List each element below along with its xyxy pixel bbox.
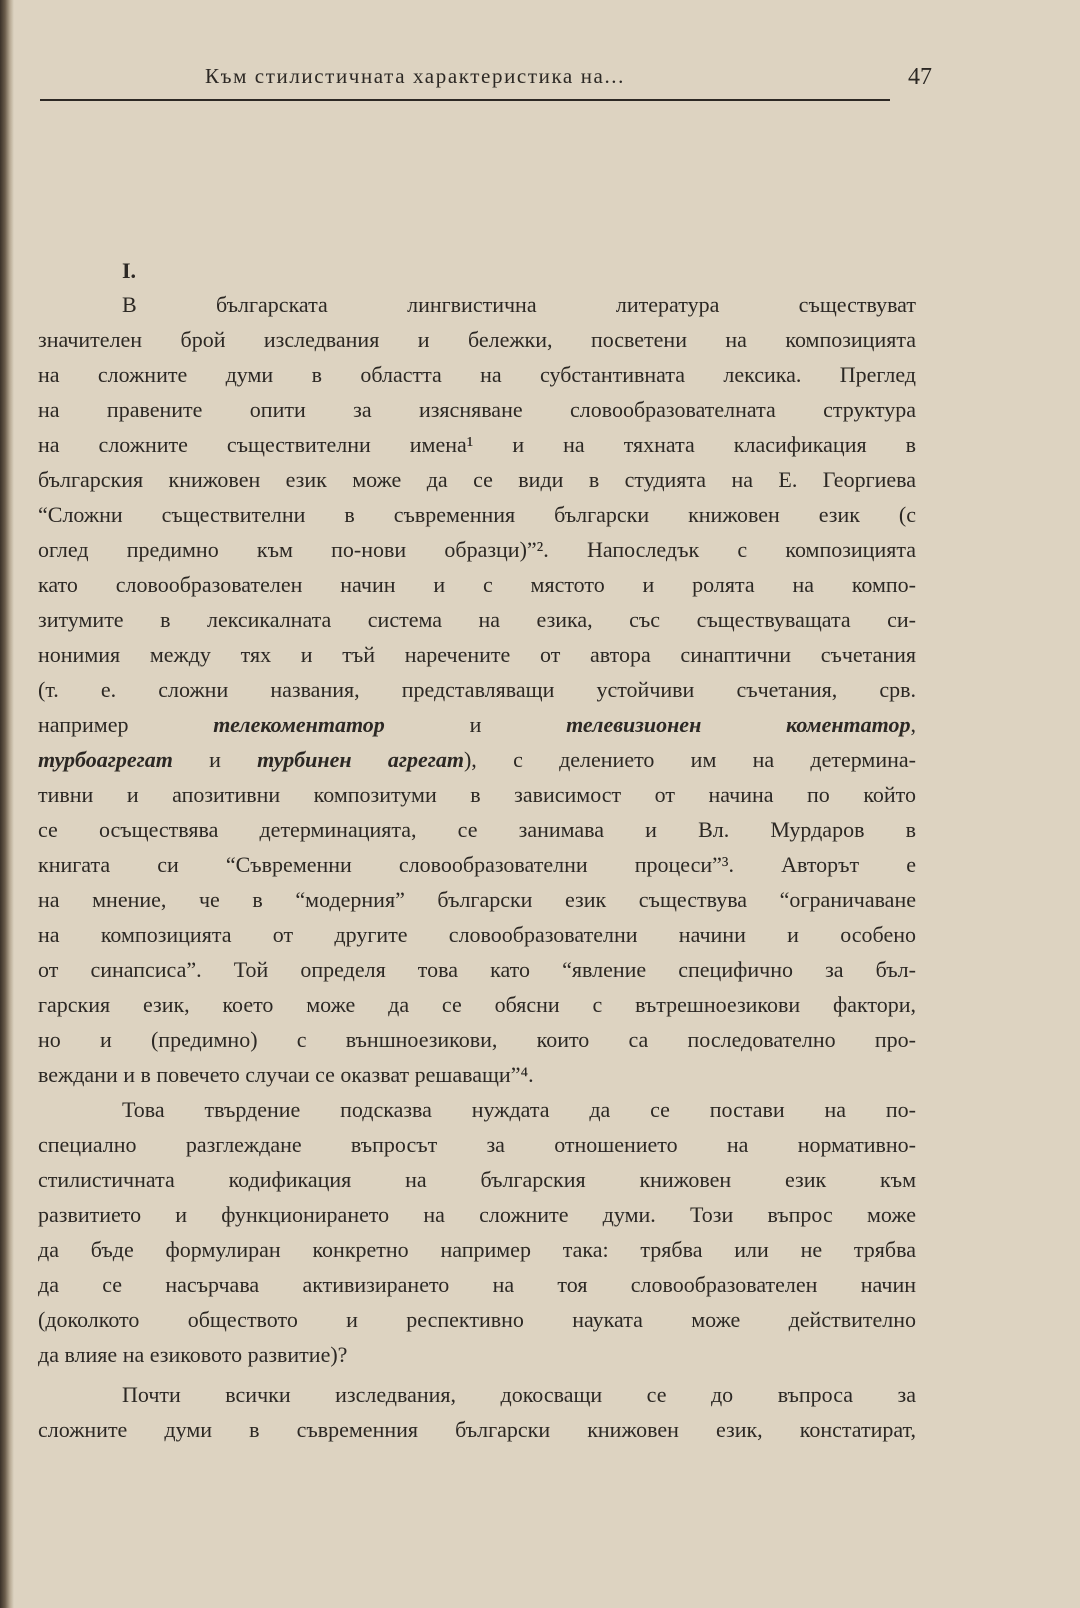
text-line-with-terms [38, 743, 916, 777]
text-segment: , [910, 712, 916, 737]
running-title: Към стилистичната характеристика на... [205, 64, 626, 88]
text-segment: и [172, 747, 258, 772]
text-segment: например [38, 712, 214, 737]
text-line: книгата си “Съвременни словообразователни процеси”³. Авторът е [38, 852, 916, 877]
text-line: В българската лингвистична литература съществуват [122, 292, 916, 317]
italic-term: телевизионен коментатор [566, 712, 911, 737]
book-spine-shadow [0, 0, 14, 1608]
text-line: значителен брой изследвания и бележки, посветени на композицията [38, 327, 916, 352]
text-line: сложните думи в съвременния български книжовен език, констатират, [38, 1417, 916, 1442]
text-line: да бъде формулиран конкретно например така: трябва или не трябва [38, 1237, 916, 1262]
text-line: на мнение, че в “модерния” български език съществува “ограничаване [38, 887, 916, 912]
text-line: специално разглеждане въпросът за отношението на нормативно- [38, 1132, 916, 1157]
text-line-with-terms [38, 708, 916, 742]
text-line: развитието и функционирането на сложните думи. Този въпрос може [38, 1202, 916, 1227]
text-line: се осъществява детерминацията, се занимава и Вл. Мурдаров в [38, 817, 916, 842]
text-line: гарския език, което може да се обясни с вътрешноезикови фактори, [38, 992, 916, 1017]
italic-term: телекоментатор [213, 712, 385, 737]
text-line: веждани и в повечето случаи се оказват решаващи”⁴. [38, 1062, 534, 1087]
text-line: от синапсиса”. Той определя това като “явление специфично за бъл- [38, 957, 916, 982]
italic-term: турбоагрегат [38, 747, 173, 772]
text-line: стилистичната кодификация на българския книжовен език към [38, 1167, 916, 1192]
text-line: но и (предимно) с външноезикови, които са последователно про- [38, 1027, 916, 1052]
text-line: Почти всички изследвания, докосващи се до въпроса за [122, 1382, 916, 1407]
text-line: на сложните съществителни имена¹ и на тяхната класификация в [38, 432, 916, 457]
text-line: на правените опити за изясняване словообразователната структура [38, 397, 916, 422]
text-line: Това твърдение подсказва нуждата да се постави на по- [122, 1097, 916, 1122]
text-line: българския книжовен език може да се види в студията на Е. Георгиева [38, 467, 916, 492]
text-line: да се насърчава активизирането на тоя словообразователен начин [38, 1272, 916, 1297]
text-segment: и [384, 712, 567, 737]
text-line: на композицията от другите словообразователни начини и особено [38, 922, 916, 947]
section-marker: I. [122, 258, 137, 283]
text-segment: ), с делението им на детермина- [463, 747, 916, 772]
text-line: да влияе на езиковото развитие)? [38, 1342, 348, 1367]
italic-term: турбинен агрегат [257, 747, 464, 772]
text-line: “Сложни съществителни в съвременния български книжовен език (с [38, 502, 916, 527]
header-rule [40, 99, 890, 101]
text-line: нонимия между тях и тъй наречените от автора синаптични съчетания [38, 642, 916, 667]
text-line: тивни и апозитивни композитуми в зависимост от начина по който [38, 782, 916, 807]
running-head [40, 62, 932, 102]
text-line: оглед предимно към по-нови образци)”². Напоследък с композицията [38, 537, 916, 562]
text-line: на сложните думи в областта на субстантивната лексика. Преглед [38, 362, 916, 387]
text-line: (доколкото обществото и респективно науката може действително [38, 1307, 916, 1332]
text-line: зитумите в лексикалната система на езика, със съществуващата си- [38, 607, 916, 632]
text-line: (т. е. сложни названия, представляващи устойчиви съчетания, срв. [38, 677, 916, 702]
text-line: като словообразователен начин и с мястото и ролята на компо- [38, 572, 916, 597]
page-number: 47 [908, 64, 932, 90]
